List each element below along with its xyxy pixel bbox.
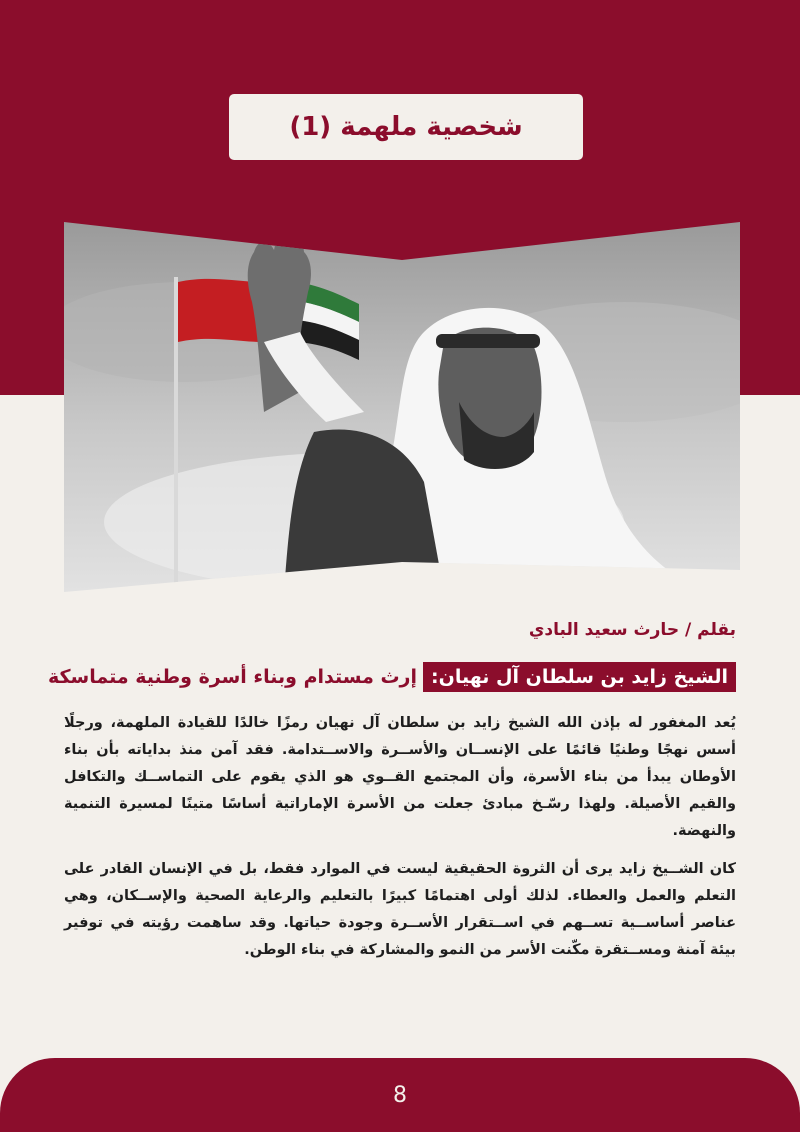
- section-title: شخصية ملهمة (1): [289, 112, 523, 142]
- headline-rest: إرث مستدام وبناء أسرة وطنية متماسكة: [47, 666, 418, 688]
- byline: بقلم / حارث سعيد البادي: [528, 620, 736, 640]
- page-number: 8: [393, 1082, 407, 1108]
- footer-band: [0, 1058, 800, 1132]
- paragraph-1: يُعد المغفور له بإذن الله الشيخ زايد بن سلطان آل نهيان رمزًا خالدًا للقيادة الملهمة، ورجلًا أسس نهجًا وطنيًا قائمًا على الإنســان والأســرة والاســتدامة. فقد آمن منذ بداياته بأن بناء الأوطان يبدأ من بناء الأسرة، وأن المجتمع القــوي هو الذي يقوم على التماســك والتكافل والقيم الأصيلة. ولهذا رسّـخ مبادئ جعلت من الأسرة الإماراتية أساسًا متينًا لمسيرة التنمية والنهضة.: [64, 715, 736, 839]
- paragraph-2: كان الشــيخ زايد يرى أن الثروة الحقيقية ليست في الموارد فقط، بل في الإنسان القادر على التعلم والعمل والعطاء. لذلك أولى اهتمامًا كبيرًا بالتعليم والرعاية الصحية والإســكان، وهي عناصر أساســية تســهم في اســتقرار الأســرة وجودة حياتها. وقد ساهمت رؤيته في توفير بيئة آمنة ومســتقرة مكّنت الأسر من النمو والمشاركة في بناء الوطن.: [64, 861, 736, 958]
- headline-highlight: الشيخ زايد بن سلطان آل نهيان:: [423, 662, 736, 692]
- article-headline: [47, 662, 736, 692]
- portrait-photo: [64, 222, 740, 592]
- section-title-box: [229, 94, 583, 160]
